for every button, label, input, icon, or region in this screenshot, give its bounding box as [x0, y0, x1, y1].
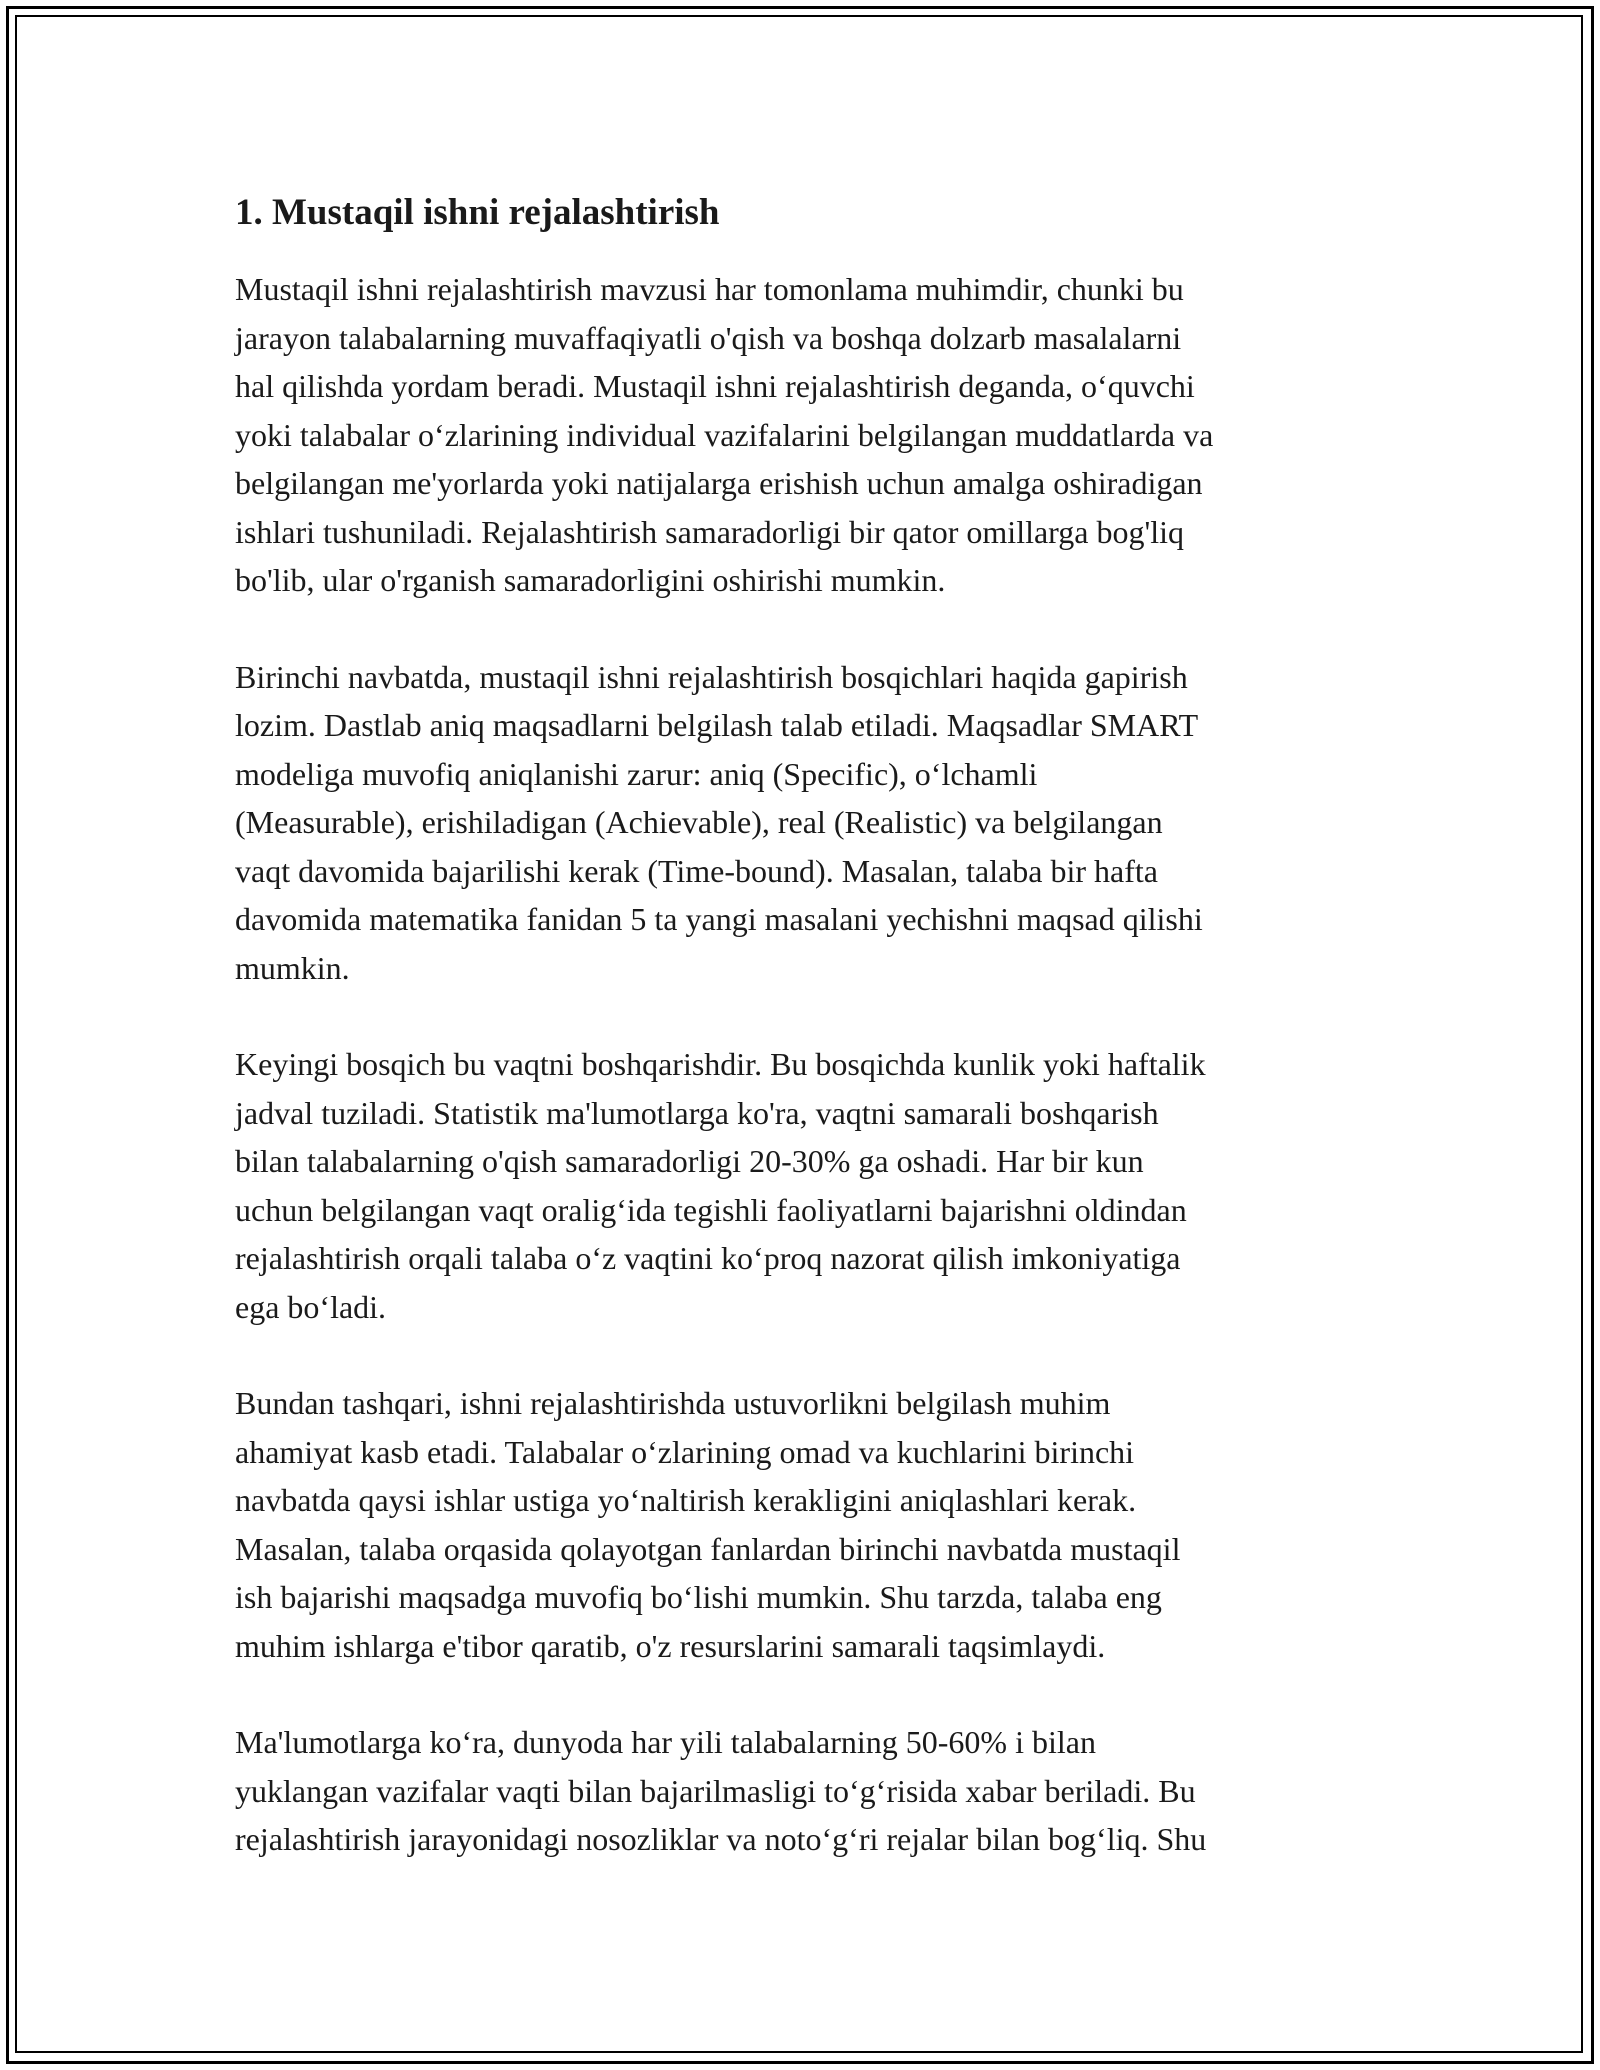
- section-heading: 1. Mustaqil ishni rejalashtirish: [235, 192, 720, 233]
- paragraph-3: Keyingi bosqich bu vaqtni boshqarishdir. Bu bosqichda kunlik yoki haftalik jadval tuziladi. Statistik ma'lumotlarga ko'ra, vaqtni samarali boshqarish bilan talabalarning o'qish samaradorligi 20-30% ga oshadi. Har bir kun uchun belgilangan vaqt oralig‘ida tegishli faoliyatlarni bajarishni oldindan rejalashtirish orqali talaba o‘z vaqtini ko‘proq nazorat qilish imkoniyatiga ega bo‘ladi.: [235, 1046, 1206, 1325]
- paragraph-4: Bundan tashqari, ishni rejalashtirishda ustuvorlikni belgilash muhim ahamiyat kasb etadi. Talabalar o‘zlarining omad va kuchlarini birinchi navbatda qaysi ishlar ustiga yo‘naltirish kerakligini aniqlashlari kerak. Masalan, talaba orqasida qolayotgan fanlardan birinchi navbatda mustaqil ish bajarishi maqsadga muvofiq bo‘lishi mumkin. Shu tarzda, talaba eng muhim ishlarga e'tibor qaratib, o'z resurslarini samarali taqsimlaydi.: [235, 1385, 1181, 1664]
- paragraph-5: Ma'lumotlarga ko‘ra, dunyoda har yili talabalarning 50-60% i bilan yuklangan vazifalar vaqti bilan bajarilmasligi to‘g‘risida xabar beriladi. Bu rejalashtirish jarayonidagi nosozliklar va noto‘g‘ri rejalar bilan bog‘liq. Shu: [235, 1724, 1207, 1857]
- document-body: [235, 183, 1370, 1912]
- paragraph-2: Birinchi navbatda, mustaqil ishni rejalashtirish bosqichlari haqida gapirish lozim. Dastlab aniq maqsadlarni belgilash talab etiladi. Maqsadlar SMART modeliga muvofiq aniqlanishi zarur: aniq (Specific), o‘lchamli (Measurable), erishiladigan (Achievable), real (Realistic) va belgilangan vaqt davomida bajarilishi kerak (Time-bound). Masalan, talaba bir hafta davomida matematika fanidan 5 ta yangi masalani yechishni maqsad qilishi mumkin.: [235, 658, 1203, 986]
- paragraph-1: Mustaqil ishni rejalashtirish mavzusi har tomonlama muhimdir, chunki bu jarayon talabalarning muvaffaqiyatli o'qish va boshqa dolzarb masalalarni hal qilishda yordam beradi. Mustaqil ishni rejalashtirish deganda, o‘quvchi yoki talabalar o‘zlarining individual vazifalarini belgilangan muddatlarda va belgilangan me'yorlarda yoki natijalarga erishish uchun amalga oshiradigan ishlari tushuniladi. Rejalashtirish samaradorligi bir qator omillarga bog'liq bo'lib, ular o'rganish samaradorligini oshirishi mumkin.: [235, 271, 1214, 598]
